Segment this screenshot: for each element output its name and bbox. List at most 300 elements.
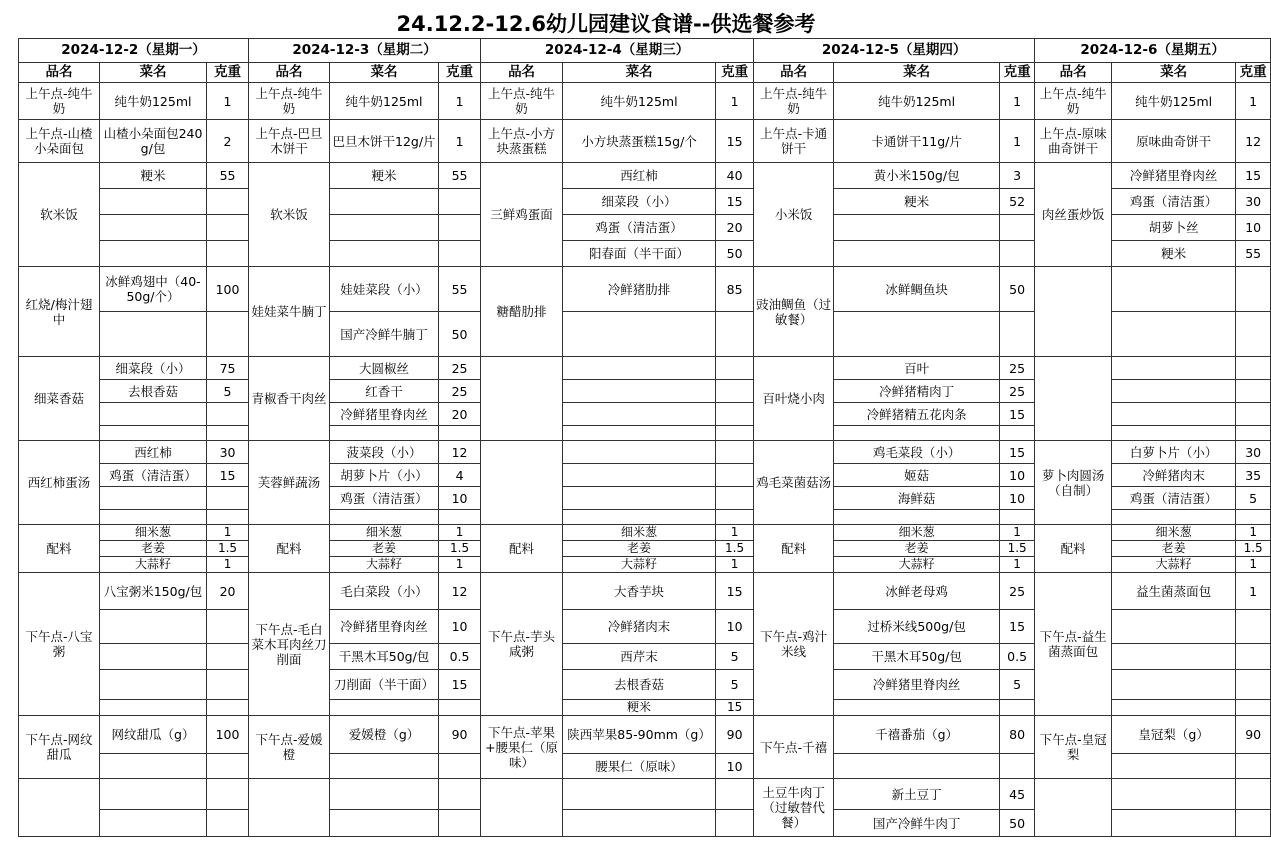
ingredient-weight: 10 (439, 610, 481, 644)
ingredient-weight: 85 (716, 267, 754, 312)
ingredient-weight: 1 (1236, 525, 1271, 541)
ingredient-weight: 50 (1000, 810, 1035, 837)
ingredient-weight (439, 189, 481, 215)
ingredient-weight (207, 670, 249, 700)
ingredient-weight: 1 (1000, 525, 1035, 541)
ingredient-weight: 20 (207, 573, 249, 610)
ingredient-name: 毛白菜段（小） (330, 573, 439, 610)
ingredient-name: 冷鲜猪里脊肉丝 (330, 610, 439, 644)
ingredient-weight: 0.5 (439, 644, 481, 670)
ingredient-weight: 52 (1000, 189, 1035, 215)
ingredient-name: 去根香菇 (100, 380, 207, 403)
ingredient-name: 网纹甜瓜（g） (100, 716, 207, 754)
ingredient-weight: 25 (439, 357, 481, 380)
ingredient-name (330, 215, 439, 241)
ingredient-name (1112, 810, 1236, 837)
ingredient-weight: 4 (439, 464, 481, 487)
dish-name: 上午点-纯牛奶 (1035, 83, 1112, 120)
ingredient-weight (1236, 357, 1271, 380)
day-header: 2024-12-3（星期二） (249, 39, 481, 63)
ingredient-weight: 10 (716, 610, 754, 644)
ingredient-weight (1236, 380, 1271, 403)
ingredient-weight (207, 810, 249, 837)
ingredient-weight (1236, 754, 1271, 779)
ingredient-name: 冷鲜猪肉末 (563, 610, 716, 644)
ingredient-weight: 10 (716, 754, 754, 779)
ingredient-weight: 50 (1000, 267, 1035, 312)
ingredient-weight: 15 (716, 700, 754, 716)
ingredient-name: 姬菇 (834, 464, 1000, 487)
ingredient-name (563, 487, 716, 510)
ingredient-name (100, 754, 207, 779)
ingredient-name: 干黑木耳50g/包 (330, 644, 439, 670)
col-header-weight: 克重 (1236, 63, 1271, 83)
ingredient-weight: 15 (439, 670, 481, 700)
col-header-dish: 品名 (481, 63, 563, 83)
ingredient-name: 大圆椒丝 (330, 357, 439, 380)
ingredient-weight: 1.5 (716, 541, 754, 557)
dish-name: 上午点-巴旦木饼干 (249, 120, 330, 163)
ingredient-weight (1236, 426, 1271, 441)
ingredient-name: 大蒜籽 (330, 557, 439, 573)
ingredient-weight (439, 779, 481, 810)
ingredient-weight: 20 (439, 403, 481, 426)
ingredient-weight: 12 (439, 441, 481, 464)
ingredient-name (1112, 357, 1236, 380)
ingredient-name: 陕西苹果85-90mm（g） (563, 716, 716, 754)
ingredient-name: 冷鲜猪里脊肉丝 (1112, 163, 1236, 189)
ingredient-name: 大蒜籽 (100, 557, 207, 573)
ingredient-weight: 1 (207, 525, 249, 541)
ingredient-weight: 5 (716, 644, 754, 670)
ingredient-name: 纯牛奶125ml (330, 83, 439, 120)
ingredient-name: 鸡蛋（清洁蛋） (1112, 487, 1236, 510)
ingredient-name: 老姜 (1112, 541, 1236, 557)
ingredient-name: 大香芋块 (563, 573, 716, 610)
ingredient-weight: 1 (1236, 557, 1271, 573)
ingredient-name: 菠菜段（小） (330, 441, 439, 464)
ingredient-weight (439, 426, 481, 441)
ingredient-weight: 50 (439, 312, 481, 357)
ingredient-weight: 1 (1236, 83, 1271, 120)
ingredient-name: 百叶 (834, 357, 1000, 380)
ingredient-weight: 10 (1000, 464, 1035, 487)
col-header-dish: 品名 (1035, 63, 1112, 83)
ingredient-weight: 100 (207, 267, 249, 312)
ingredient-name (563, 426, 716, 441)
dish-name: 配料 (481, 525, 563, 573)
ingredient-weight (439, 241, 481, 267)
ingredient-weight: 15 (716, 120, 754, 163)
ingredient-weight: 15 (1000, 403, 1035, 426)
ingredient-weight (207, 754, 249, 779)
ingredient-name (100, 779, 207, 810)
ingredient-name: 胡萝卜丝 (1112, 215, 1236, 241)
ingredient-weight (1236, 403, 1271, 426)
ingredient-name (100, 644, 207, 670)
ingredient-weight: 30 (1236, 441, 1271, 464)
dish-name: 配料 (1035, 525, 1112, 573)
ingredient-name: 纯牛奶125ml (100, 83, 207, 120)
dish-name: 下午点-芋头咸粥 (481, 573, 563, 716)
ingredient-weight: 25 (1000, 357, 1035, 380)
dish-name (19, 779, 100, 837)
ingredient-name: 阳春面（半干面） (563, 241, 716, 267)
ingredient-name (834, 754, 1000, 779)
dish-name: 肉丝蛋炒饭 (1035, 163, 1112, 267)
col-header-weight: 克重 (207, 63, 249, 83)
ingredient-name: 过桥米线500g/包 (834, 610, 1000, 644)
ingredient-weight: 15 (716, 189, 754, 215)
ingredient-name: 细米葱 (100, 525, 207, 541)
ingredient-name: 老姜 (834, 541, 1000, 557)
ingredient-name (1112, 312, 1236, 357)
dish-name: 青椒香干肉丝 (249, 357, 330, 441)
ingredient-name: 西芹末 (563, 644, 716, 670)
ingredient-weight: 55 (207, 163, 249, 189)
ingredient-weight: 1 (439, 83, 481, 120)
ingredient-name (330, 510, 439, 525)
ingredient-weight (207, 403, 249, 426)
ingredient-weight (1236, 510, 1271, 525)
ingredient-weight: 1 (1236, 573, 1271, 610)
ingredient-name (330, 189, 439, 215)
ingredient-weight (207, 644, 249, 670)
ingredient-name: 纯牛奶125ml (563, 83, 716, 120)
ingredient-weight: 100 (207, 716, 249, 754)
ingredient-name (100, 403, 207, 426)
ingredient-name: 国产冷鲜牛肉丁 (834, 810, 1000, 837)
ingredient-name: 老姜 (100, 541, 207, 557)
ingredient-weight: 10 (439, 487, 481, 510)
ingredient-name (1112, 670, 1236, 700)
ingredient-name (563, 312, 716, 357)
ingredient-name (1112, 644, 1236, 670)
ingredient-weight: 1.5 (1236, 541, 1271, 557)
dish-name: 红烧/梅汁翅中 (19, 267, 100, 357)
ingredient-weight (1236, 644, 1271, 670)
ingredient-weight: 75 (207, 357, 249, 380)
ingredient-weight (716, 464, 754, 487)
ingredient-weight (207, 610, 249, 644)
col-header-weight: 克重 (1000, 63, 1035, 83)
ingredient-weight (716, 487, 754, 510)
ingredient-weight (1236, 610, 1271, 644)
ingredient-weight (1000, 754, 1035, 779)
ingredient-name: 海鲜菇 (834, 487, 1000, 510)
ingredient-weight (207, 241, 249, 267)
ingredient-weight: 25 (1000, 380, 1035, 403)
ingredient-name (330, 700, 439, 716)
dish-name (1035, 357, 1112, 441)
ingredient-name (834, 312, 1000, 357)
ingredient-weight: 1 (207, 83, 249, 120)
dish-name (249, 779, 330, 837)
ingredient-weight: 1 (439, 557, 481, 573)
dish-name: 娃娃菜牛腩丁 (249, 267, 330, 357)
ingredient-name (100, 487, 207, 510)
ingredient-weight: 30 (207, 441, 249, 464)
ingredient-name (834, 510, 1000, 525)
ingredient-name (834, 241, 1000, 267)
ingredient-weight: 15 (1000, 441, 1035, 464)
ingredient-weight: 12 (439, 573, 481, 610)
ingredient-name: 鸡蛋（清洁蛋） (100, 464, 207, 487)
ingredient-weight: 15 (716, 573, 754, 610)
ingredient-name (1112, 426, 1236, 441)
ingredient-name (1112, 510, 1236, 525)
ingredient-weight: 55 (439, 267, 481, 312)
ingredient-name (563, 510, 716, 525)
ingredient-weight (207, 510, 249, 525)
dish-name: 下午点-八宝粥 (19, 573, 100, 716)
table-row (19, 716, 1271, 754)
ingredient-weight (1236, 312, 1271, 357)
ingredient-weight (439, 754, 481, 779)
ingredient-name (100, 700, 207, 716)
ingredient-name (1112, 610, 1236, 644)
ingredient-name: 粳米 (330, 163, 439, 189)
ingredient-name: 冰鲜老母鸡 (834, 573, 1000, 610)
ingredient-name: 千禧番茄（g） (834, 716, 1000, 754)
ingredient-name (100, 670, 207, 700)
table-row (19, 441, 1271, 464)
dish-name: 上午点-小方块蒸蛋糕 (481, 120, 563, 163)
ingredient-name: 细米葱 (330, 525, 439, 541)
ingredient-weight: 50 (716, 241, 754, 267)
page-title: 24.12.2-12.6幼儿园建议食谱--供选餐参考 (396, 12, 816, 36)
ingredient-name: 原味曲奇饼干 (1112, 120, 1236, 163)
ingredient-weight (716, 426, 754, 441)
ingredient-weight: 5 (1236, 487, 1271, 510)
ingredient-name (1112, 700, 1236, 716)
ingredient-name: 冷鲜猪里脊肉丝 (330, 403, 439, 426)
dish-name: 鸡毛菜菌菇汤 (754, 441, 834, 525)
ingredient-name: 冷鲜猪肉末 (1112, 464, 1236, 487)
ingredient-weight: 15 (207, 464, 249, 487)
table-row (19, 525, 1271, 541)
day-header: 2024-12-5（星期四） (754, 39, 1035, 63)
ingredient-weight (1236, 779, 1271, 810)
dish-name: 上午点-纯牛奶 (19, 83, 100, 120)
dish-name: 上午点-山楂小朵面包 (19, 120, 100, 163)
table-row (19, 120, 1271, 163)
dish-name: 小米饭 (754, 163, 834, 267)
dish-name: 下午点-网纹甜瓜 (19, 716, 100, 779)
col-header-ingredient: 菜名 (563, 63, 716, 83)
ingredient-weight (716, 312, 754, 357)
dish-name (481, 441, 563, 525)
ingredient-weight: 35 (1236, 464, 1271, 487)
ingredient-name: 纯牛奶125ml (1112, 83, 1236, 120)
ingredient-weight (1236, 267, 1271, 312)
ingredient-weight: 25 (439, 380, 481, 403)
ingredient-name (563, 464, 716, 487)
ingredient-name: 鸡蛋（清洁蛋） (563, 215, 716, 241)
ingredient-name: 细米葱 (834, 525, 1000, 541)
ingredient-name: 鸡蛋（清洁蛋） (1112, 189, 1236, 215)
ingredient-weight: 20 (716, 215, 754, 241)
ingredient-weight: 12 (1236, 120, 1271, 163)
dish-name: 下午点-爱媛橙 (249, 716, 330, 779)
ingredient-weight: 3 (1000, 163, 1035, 189)
ingredient-weight: 80 (1000, 716, 1035, 754)
ingredient-name (100, 189, 207, 215)
dish-name: 配料 (19, 525, 100, 573)
ingredient-name (834, 700, 1000, 716)
table-row (19, 779, 1271, 810)
ingredient-weight: 55 (439, 163, 481, 189)
ingredient-weight: 1 (1000, 557, 1035, 573)
ingredient-name: 娃娃菜段（小） (330, 267, 439, 312)
ingredient-weight: 1 (207, 557, 249, 573)
ingredient-weight (1236, 700, 1271, 716)
ingredient-weight: 5 (1000, 670, 1035, 700)
ingredient-name: 鸡蛋（清洁蛋） (330, 487, 439, 510)
ingredient-weight (716, 441, 754, 464)
ingredient-name: 冷鲜猪精五花肉条 (834, 403, 1000, 426)
ingredient-name (1112, 754, 1236, 779)
ingredient-weight (439, 510, 481, 525)
ingredient-weight: 1 (1000, 120, 1035, 163)
ingredient-weight: 1 (716, 557, 754, 573)
ingredient-weight: 55 (1236, 241, 1271, 267)
ingredient-name (834, 215, 1000, 241)
ingredient-weight (207, 779, 249, 810)
ingredient-name: 八宝粥米150g/包 (100, 573, 207, 610)
ingredient-weight: 5 (716, 670, 754, 700)
ingredient-weight (1000, 215, 1035, 241)
ingredient-name: 国产冷鲜牛腩丁 (330, 312, 439, 357)
dish-name: 软米饭 (249, 163, 330, 267)
dish-name: 上午点-卡通饼干 (754, 120, 834, 163)
ingredient-weight (439, 700, 481, 716)
ingredient-weight (1236, 670, 1271, 700)
ingredient-name: 细菜段（小） (563, 189, 716, 215)
dish-name: 下午点-千禧 (754, 716, 834, 779)
ingredient-name: 卡通饼干11g/片 (834, 120, 1000, 163)
day-header: 2024-12-6（星期五） (1035, 39, 1271, 63)
dish-name: 糖醋肋排 (481, 267, 563, 357)
table-row (19, 163, 1271, 189)
dish-name: 下午点-苹果+腰果仁（原味） (481, 716, 563, 779)
ingredient-weight: 1 (716, 525, 754, 541)
ingredient-weight: 10 (1000, 487, 1035, 510)
ingredient-name (563, 403, 716, 426)
ingredient-weight: 15 (1236, 163, 1271, 189)
ingredient-weight: 1 (1000, 83, 1035, 120)
dish-name: 上午点-纯牛奶 (249, 83, 330, 120)
ingredient-weight: 1.5 (207, 541, 249, 557)
ingredient-weight (1000, 312, 1035, 357)
ingredient-weight: 30 (1236, 189, 1271, 215)
dish-name: 土豆牛肉丁（过敏替代餐） (754, 779, 834, 837)
ingredient-weight: 1 (716, 83, 754, 120)
ingredient-weight (716, 380, 754, 403)
menu-table (18, 38, 1271, 837)
table-row (19, 357, 1271, 380)
day-header: 2024-12-4（星期三） (481, 39, 754, 63)
col-header-dish: 品名 (249, 63, 330, 83)
ingredient-name: 西红柿 (563, 163, 716, 189)
dish-name: 配料 (249, 525, 330, 573)
ingredient-name: 粳米 (1112, 241, 1236, 267)
col-header-ingredient: 菜名 (330, 63, 439, 83)
ingredient-name (563, 810, 716, 837)
ingredient-name (100, 312, 207, 357)
ingredient-weight: 1 (439, 525, 481, 541)
dish-name: 西红柿蛋汤 (19, 441, 100, 525)
ingredient-name (100, 241, 207, 267)
ingredient-name: 益生菌蒸面包 (1112, 573, 1236, 610)
ingredient-name (330, 426, 439, 441)
dish-name: 软米饭 (19, 163, 100, 267)
col-header-weight: 克重 (439, 63, 481, 83)
ingredient-weight: 2 (207, 120, 249, 163)
ingredient-name (834, 426, 1000, 441)
ingredient-name: 西红柿 (100, 441, 207, 464)
ingredient-name: 大蒜籽 (1112, 557, 1236, 573)
ingredient-name (1112, 403, 1236, 426)
ingredient-name: 冷鲜猪肋排 (563, 267, 716, 312)
ingredient-weight: 10 (1236, 215, 1271, 241)
ingredient-name (1112, 267, 1236, 312)
dish-name: 细菜香菇 (19, 357, 100, 441)
col-header-weight: 克重 (716, 63, 754, 83)
col-header-ingredient: 菜名 (1112, 63, 1236, 83)
ingredient-weight (207, 426, 249, 441)
ingredient-name: 冰鲜鸡翅中（40-50g/个） (100, 267, 207, 312)
ingredient-weight (1000, 700, 1035, 716)
ingredient-name (1112, 380, 1236, 403)
ingredient-name: 老姜 (563, 541, 716, 557)
ingredient-name (100, 610, 207, 644)
ingredient-weight (207, 215, 249, 241)
ingredient-weight (716, 510, 754, 525)
ingredient-name: 冷鲜猪里脊肉丝 (834, 670, 1000, 700)
col-header-dish: 品名 (19, 63, 100, 83)
ingredient-weight (716, 357, 754, 380)
ingredient-weight (207, 189, 249, 215)
dish-name: 下午点-毛白菜木耳肉丝刀削面 (249, 573, 330, 716)
dish-name (481, 779, 563, 837)
ingredient-weight (439, 810, 481, 837)
ingredient-name (563, 779, 716, 810)
dish-name (481, 357, 563, 441)
dish-name: 下午点-皇冠梨 (1035, 716, 1112, 779)
ingredient-weight: 1 (439, 120, 481, 163)
col-header-ingredient: 菜名 (834, 63, 1000, 83)
dish-name: 下午点-鸡汁米线 (754, 573, 834, 716)
day-header: 2024-12-2（星期一） (19, 39, 249, 63)
ingredient-weight: 1.5 (439, 541, 481, 557)
dish-name: 配料 (754, 525, 834, 573)
ingredient-name (1112, 779, 1236, 810)
dish-name (1035, 267, 1112, 357)
ingredient-weight: 90 (439, 716, 481, 754)
ingredient-weight (716, 779, 754, 810)
ingredient-weight: 90 (716, 716, 754, 754)
dish-name: 三鲜鸡蛋面 (481, 163, 563, 267)
ingredient-name: 粳米 (834, 189, 1000, 215)
ingredient-name: 去根香菇 (563, 670, 716, 700)
ingredient-weight: 1.5 (1000, 541, 1035, 557)
ingredient-weight (207, 487, 249, 510)
dish-name: 萝卜肉圆汤（自制） (1035, 441, 1112, 525)
ingredient-name (563, 380, 716, 403)
ingredient-weight (1236, 810, 1271, 837)
ingredient-weight (207, 700, 249, 716)
